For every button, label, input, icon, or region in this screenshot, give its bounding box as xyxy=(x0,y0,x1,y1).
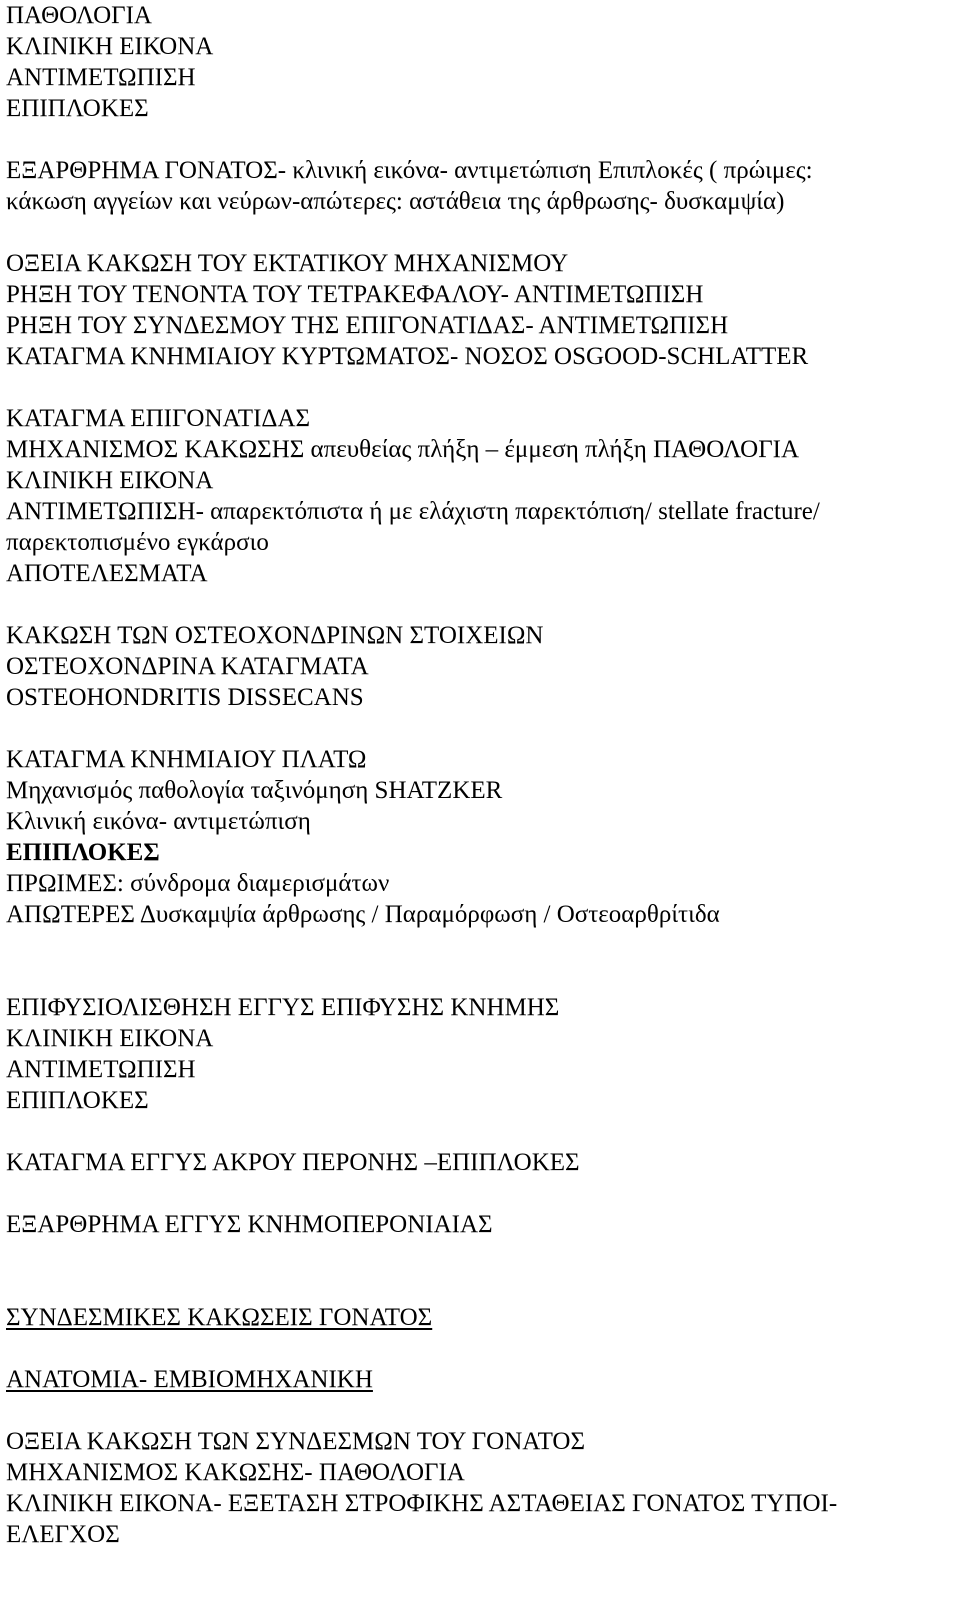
knee-dislocation-continued: κάκωση αγγείων και νεύρων-απώτερες: αστάθεια της άρθρωσης- δυσκαμψία) xyxy=(6,188,785,215)
anatomy-biomechanics-heading: ΑΝΑΤΟΜΙΑ- ΕΜΒΙΟΜΗΧΑΝΙΚΗ xyxy=(6,1366,373,1393)
heading-complications: ΕΠΙΠΛΟΚΕΣ xyxy=(6,95,149,122)
early-complications-line: ΠΡΩΙΜΕΣ: σύνδρομα διαμερισμάτων xyxy=(6,870,390,897)
knee-dislocation-line: ΕΞΑΡΘΡΗΜΑ ΓΟΝΑΤΟΣ- κλινική εικόνα- αντιμετώπιση Επιπλοκές ( πρώιμες: xyxy=(6,157,813,184)
complications-bold-heading: ΕΠΙΠΛΟΚΕΣ xyxy=(6,839,160,866)
tibiofibular-dislocation-line: ΕΞΑΡΘΡΗΜΑ ΕΓΓΥΣ ΚΝΗΜΟΠΕΡΟΝΙΑΙΑΣ xyxy=(6,1211,493,1238)
late-complications-line: ΑΠΩΤΕΡΕΣ Δυσκαμψία άρθρωσης / Παραμόρφωση / Οστεοαρθρίτιδα xyxy=(6,901,720,928)
extensor-mechanism-heading: ΟΞΕΙΑ ΚΑΚΩΣΗ ΤΟΥ ΕΚΤΑΤΙΚΟΥ ΜΗΧΑΝΙΣΜΟΥ xyxy=(6,250,569,277)
epiphysiolysis-complications-line: ΕΠΙΠΛΟΚΕΣ xyxy=(6,1087,149,1114)
clinical-exam-line: ΚΛΙΝΙΚΗ ΕΙΚΟΝΑ- ΕΞΕΤΑΣΗ ΣΤΡΟΦΙΚΗΣ ΑΣΤΑΘΕΙΑΣ ΓΟΝΑΤΟΣ ΤΥΠΟΙ- xyxy=(6,1490,838,1517)
injury-mechanism-pathology-line: ΜΗΧΑΝΙΣΜΟΣ ΚΑΚΩΣΗΣ- ΠΑΘΟΛΟΓΙΑ xyxy=(6,1459,465,1486)
heading-pathology: ΠΑΘΟΛΟΓΙΑ xyxy=(6,2,152,29)
injury-mechanism-line: ΜΗΧΑΝΙΣΜΟΣ ΚΑΚΩΣΗΣ απευθείας πλήξη – έμμεση πλήξη ΠΑΘΟΛΟΓΙΑ xyxy=(6,436,800,463)
treatment-line: ΑΝΤΙΜΕΤΩΠΙΣΗ- απαρεκτόπιστα ή με ελάχιστη παρεκτόπιση/ stellate fracture/ xyxy=(6,498,820,525)
tibial-plateau-heading: ΚΑΤΑΓΜΑ ΚΝΗΜΙΑΙΟΥ ΠΛΑΤΩ xyxy=(6,746,367,773)
epiphysiolysis-heading: ΕΠΙΦΥΣΙΟΛΙΣΘΗΣΗ ΕΓΓΥΣ ΕΠΙΦΥΣΗΣ ΚΝΗΜΗΣ xyxy=(6,994,560,1021)
fibula-fracture-line: ΚΑΤΑΓΜΑ ΕΓΓΥΣ ΑΚΡΟΥ ΠΕΡΟΝΗΣ –ΕΠΙΠΛΟΚΕΣ xyxy=(6,1149,580,1176)
patellar-ligament-line: ΡΗΞΗ ΤΟΥ ΣΥΝΔΕΣΜΟΥ ΤΗΣ ΕΠΙΓΟΝΑΤΙΔΑΣ- ΑΝΤΙΜΕΤΩΠΙΣΗ xyxy=(6,312,729,339)
mechanism-classification-line: Μηχανισμός παθολογία ταξινόμηση SHATZKER xyxy=(6,777,503,804)
heading-clinical-picture: ΚΛΙΝΙΚΗ ΕΙΚΟΝΑ xyxy=(6,33,214,60)
clinical-picture-line: ΚΛΙΝΙΚΗ ΕΙΚΟΝΑ xyxy=(6,467,214,494)
results-line: ΑΠΟΤΕΛΕΣΜΑΤΑ xyxy=(6,560,208,587)
osteochondral-injury-heading: ΚΑΚΩΣΗ ΤΩΝ ΟΣΤΕΟΧΟΝΔΡΙΝΩΝ ΣΤΟΙΧΕΙΩΝ xyxy=(6,622,544,649)
treatment-continued: παρεκτοπισμένο εγκάρσιο xyxy=(6,529,269,556)
epiphysiolysis-treatment-line: ΑΝΤΙΜΕΤΩΠΙΣΗ xyxy=(6,1056,196,1083)
osteochondritis-line: OSTEOHONDRITIS DISSECANS xyxy=(6,684,364,711)
control-line: ΕΛΕΓΧΟΣ xyxy=(6,1521,120,1548)
osteochondral-fractures-line: ΟΣΤΕΟΧΟΝΔΡΙΝΑ ΚΑΤΑΓΜΑΤΑ xyxy=(6,653,369,680)
epiphysiolysis-clinical-line: ΚΛΙΝΙΚΗ ΕΙΚΟΝΑ xyxy=(6,1025,214,1052)
quadriceps-rupture-line: ΡΗΞΗ ΤΟΥ ΤΕΝΟΝΤΑ ΤΟΥ ΤΕΤΡΑΚΕΦΑΛΟΥ- ΑΝΤΙΜΕΤΩΠΙΣΗ xyxy=(6,281,704,308)
heading-treatment: ΑΝΤΙΜΕΤΩΠΙΣΗ xyxy=(6,64,196,91)
acute-ligament-injury-line: ΟΞΕΙΑ ΚΑΚΩΣΗ ΤΩΝ ΣΥΝΔΕΣΜΩΝ ΤΟΥ ΓΟΝΑΤΟΣ xyxy=(6,1428,586,1455)
patella-fracture-heading: ΚΑΤΑΓΜΑ ΕΠΙΓΟΝΑΤΙΔΑΣ xyxy=(6,405,311,432)
tibial-tuberosity-line: ΚΑΤΑΓΜΑ ΚΝΗΜΙΑΙΟΥ ΚΥΡΤΩΜΑΤΟΣ- ΝΟΣΟΣ OSGOOD-SCHLATTER xyxy=(6,343,809,370)
clinical-treatment-line: Κλινική εικόνα- αντιμετώπιση xyxy=(6,808,311,835)
ligament-injuries-heading: ΣΥΝΔΕΣΜΙΚΕΣ ΚΑΚΩΣΕΙΣ ΓΟΝΑΤΟΣ xyxy=(6,1304,433,1331)
